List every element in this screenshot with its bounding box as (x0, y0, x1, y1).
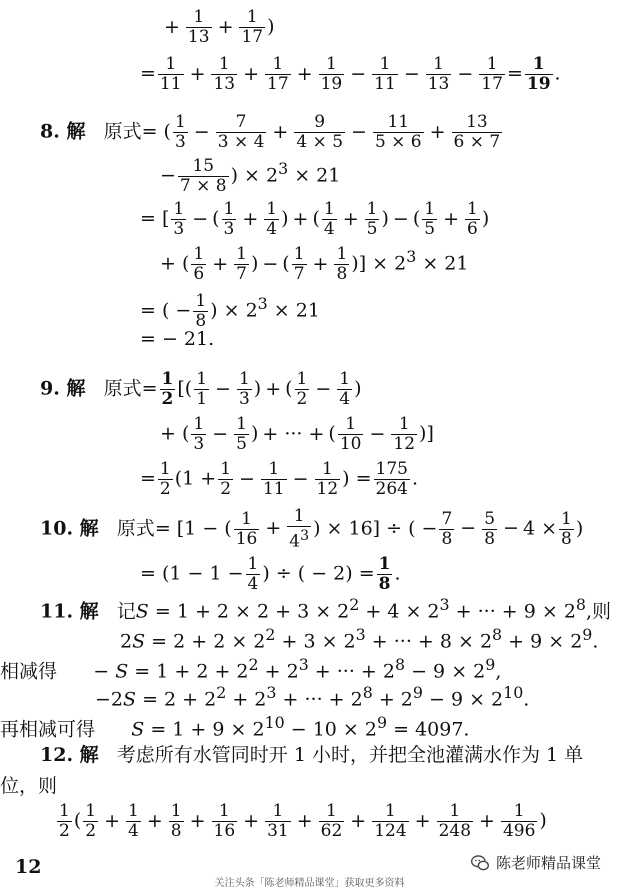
problem-12-label: 12. 解 (40, 744, 99, 766)
problem-10-line-2: = (1 − 1 − $\frac{1}{4}$ ) ÷ ( − 2) = $\frac{1}{8}$ . (140, 554, 401, 594)
problem-8-line-5: = ( − $\frac{1}{8}$ ) × $2^3 \times 21$ (140, 291, 320, 331)
problem-9-label: 9. 解 (40, 377, 86, 400)
problem-10-label: 10. 解 (40, 517, 99, 540)
problem-11-label: 11. 解 (40, 600, 99, 623)
problem-11-sub-label-2: 再相减可得 (0, 718, 96, 741)
footer-text: 关注头条「陈老师精品课堂」获取更多资料 (214, 878, 405, 889)
problem-12-text-1: 考虑所有水管同时开 1 小时，并把全池灌满水作为 1 单 (116, 744, 584, 766)
problem-8-label: 8. 解 (40, 120, 86, 143)
problem-9-line-2: + ( $\frac{1}{3}$ − $\frac{1}{5}$ ) + ··· + ( $\frac{1}{10}$ − $\frac{1}{12}$ )] (160, 414, 434, 454)
problem-8-line-3: = [ $\frac{1}{3}$ − ( $\frac{1}{3}$ + $\frac{1}{4}$ ) + ( $\frac{1}{4}$ + $\frac{1}{5}$ ) − ( $\frac{1}{5}$ + $\frac{1}{6}$ ) (140, 199, 490, 239)
problem-8-line-6: = − 21. (140, 328, 215, 350)
problem-11-line-5: 再相减可得 $S = 1 + 9 \times 2^{10} - 10 \times 2^9 = 4097$. (0, 713, 470, 741)
watermark (470, 852, 601, 873)
problem-8-line-2: − $\frac{15}{7 \times 8}$ ) × $2^3 \times 21$ (160, 156, 341, 196)
problem-10-line-1: 10. 解 原式= [1 − ( $\frac{1}{16}$ + $\frac{1}{4^3}$ ) × 16] ÷ ( − $\frac{7}{8}$ − $\frac{5}{8}$ − 4 × $\frac{1}{8}$ ) (40, 506, 584, 552)
watermark-text: 陈老师精品课堂 (495, 854, 601, 872)
continuation-line-1: + $\frac{1}{13}$ + $\frac{1}{17}$ ) (164, 7, 275, 47)
problem-11-line-3: 相减得 − $S = 1 + 2 + 2^2 + 2^3$ + ··· + $2^8 - 9 \times 2^9$, (0, 655, 502, 683)
continuation-line-2: = $\frac{1}{11}$ + $\frac{1}{13}$ + $\frac{1}{17}$ + $\frac{1}{19}$ − $\frac{1}{11}$ − $\frac{1}{13}$ − $\frac{1}{17}$ = $\frac{1}{19}$ . (140, 54, 561, 94)
problem-12-text-2: 位，则 (0, 775, 58, 797)
problem-12-line-1 (40, 746, 583, 765)
chat-icon (470, 853, 490, 873)
problem-8-keyword: 原式 (103, 120, 142, 143)
problem-10-keyword: 原式 (116, 517, 155, 540)
problem-11-sub-label: 相减得 (0, 660, 58, 683)
problem-9-keyword: 原式 (103, 377, 142, 400)
problem-9-line-3: = $\frac{1}{2}$ (1 + $\frac{1}{2}$ − $\frac{1}{11}$ − $\frac{1}{12}$ ) = $\frac{175}{264}$ . (140, 459, 419, 499)
problem-8-line-4: + ( $\frac{1}{6}$ + $\frac{1}{7}$ ) − ( $\frac{1}{7}$ + $\frac{1}{8}$ )] × $2^3 \times 21$ (160, 244, 469, 284)
problem-11-line-4: $-2S = 2 + 2^2 + 2^3$ + ··· + $2^8 + 2^9 - 9 \times 2^{10}$. (95, 683, 530, 711)
page-number: 12 (15, 856, 42, 878)
problem-9-line-1: 9. 解 原式= $\frac{1}{2}$ [( $\frac{1}{1}$ − $\frac{1}{3}$ ) + ( $\frac{1}{2}$ − $\frac{1}{4}$ ) (40, 369, 362, 409)
problem-11-line-2: $2S = 2 + 2 \times 2^2 + 3 \times 2^3$ + ··· + $8 \times 2^8 + 9 \times 2^9$. (120, 625, 599, 653)
problem-8-line-1: 8. 解 原式= ( $\frac{1}{3}$ − $\frac{7}{3 \times 4}$ + $\frac{9}{4 \times 5}$ − $\frac{11}{5 \times 6}$ + $\frac{13}{6 \times 7}$ (40, 112, 501, 152)
problem-11-line-1: 11. 解 记$S = 1 + 2 \times 2 + 3 \times 2^2 + 4 \times 2^3$ + ··· + $9 \times 2^8$,则 (40, 595, 612, 623)
problem-12-line-3: $\frac{1}{2}$ ( $\frac{1}{2}$ + $\frac{1}{4}$ + $\frac{1}{8}$ + $\frac{1}{16}$ + $\frac{1}{31}$ + $\frac{1}{62}$ + $\frac{1}{124}$ + $\frac{1}{248}$ + $\frac{1}{496}$ ) (59, 801, 547, 841)
